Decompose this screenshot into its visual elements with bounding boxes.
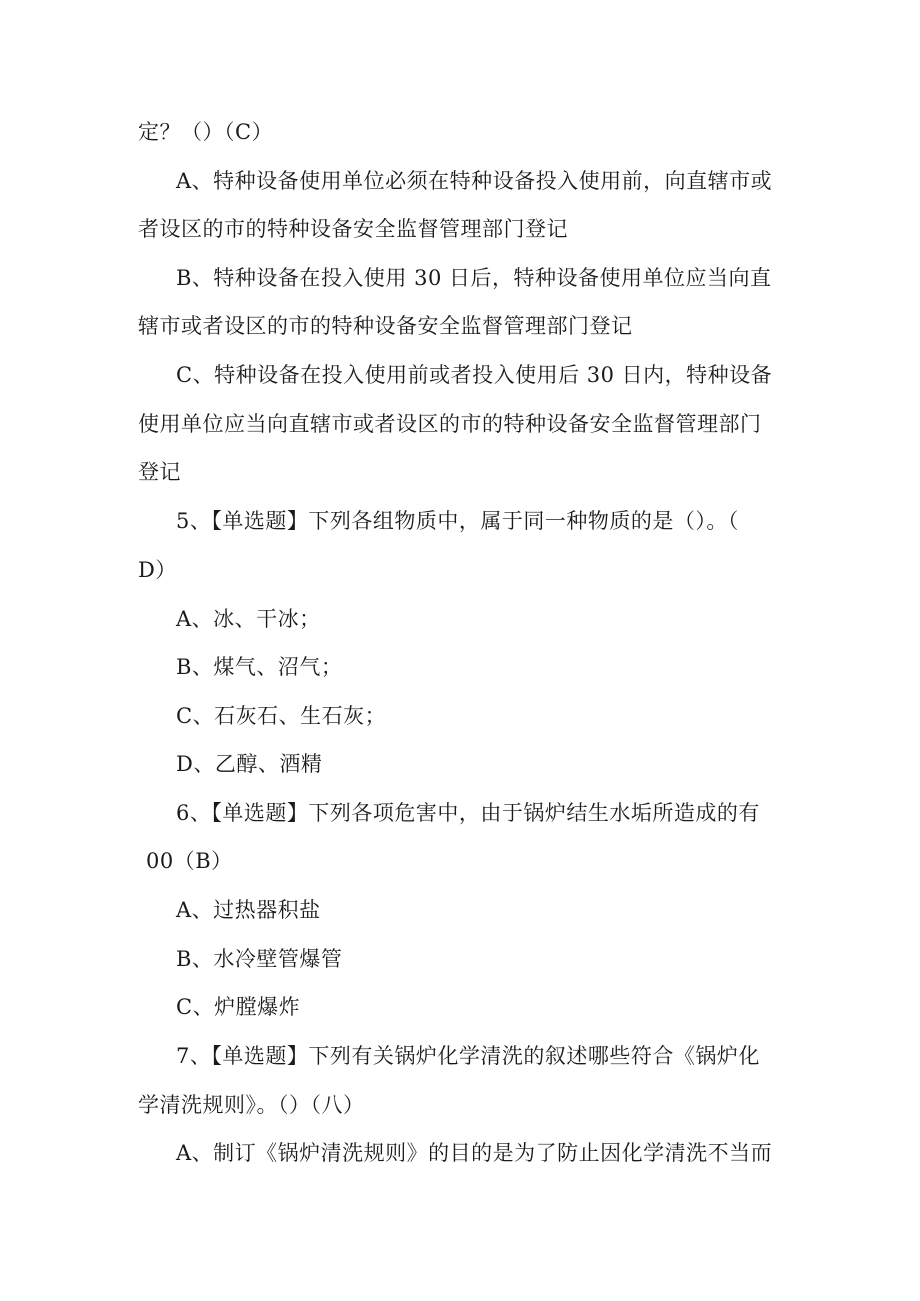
text-line: 学清洗规则》。（）（八） bbox=[138, 1093, 365, 1117]
option-d-line: D、乙醇、酒精 bbox=[176, 752, 323, 776]
question-7: 7、【单选题】下列有关锅炉化学清洗的叙述哪些符合《锅炉化 bbox=[176, 1044, 760, 1068]
option-b-line: B、煤气、沼气； bbox=[176, 655, 343, 679]
option-c-line: C、炉膛爆炸 bbox=[176, 995, 301, 1019]
text-line: 使用单位应当向直辖市或者设区的市的特种设备安全监督管理部门 bbox=[138, 412, 762, 436]
text-line: 定？（）（C） bbox=[138, 120, 274, 144]
text-line: 辖市或者设区的市的特种设备安全监督管理部门登记 bbox=[138, 314, 633, 338]
option-c-line: C、石灰石、生石灰； bbox=[176, 704, 387, 728]
option-a-line: A、特种设备使用单位必须在特种设备投入使用前，向直辖市或 bbox=[176, 169, 773, 193]
text-line: 者设区的市的特种设备安全监督管理部门登记 bbox=[138, 217, 568, 241]
option-c-line: C、特种设备在投入使用前或者投入使用后 30 日内，特种设备 bbox=[176, 363, 773, 387]
option-b-line: B、水冷壁管爆管 bbox=[176, 947, 343, 971]
option-a-line: A、冰、干冰； bbox=[176, 607, 321, 631]
question-6: 6、【单选题】下列各项危害中，由于锅炉结生水垢所造成的有 bbox=[176, 801, 760, 825]
option-a-line: A、制订《锅炉清洗规则》的目的是为了防止因化学清洗不当而 bbox=[176, 1141, 773, 1165]
option-a-line: A、过热器积盐 bbox=[176, 898, 321, 922]
text-line: 登记 bbox=[138, 460, 181, 484]
text-line: 00（B） bbox=[146, 849, 233, 873]
question-5: 5、【单选题】下列各组物质中，属于同一种物质的是（）。（ bbox=[176, 509, 739, 533]
option-b-line: B、特种设备在投入使用 30 日后，特种设备使用单位应当向直 bbox=[176, 266, 772, 290]
text-line: D） bbox=[138, 558, 177, 582]
